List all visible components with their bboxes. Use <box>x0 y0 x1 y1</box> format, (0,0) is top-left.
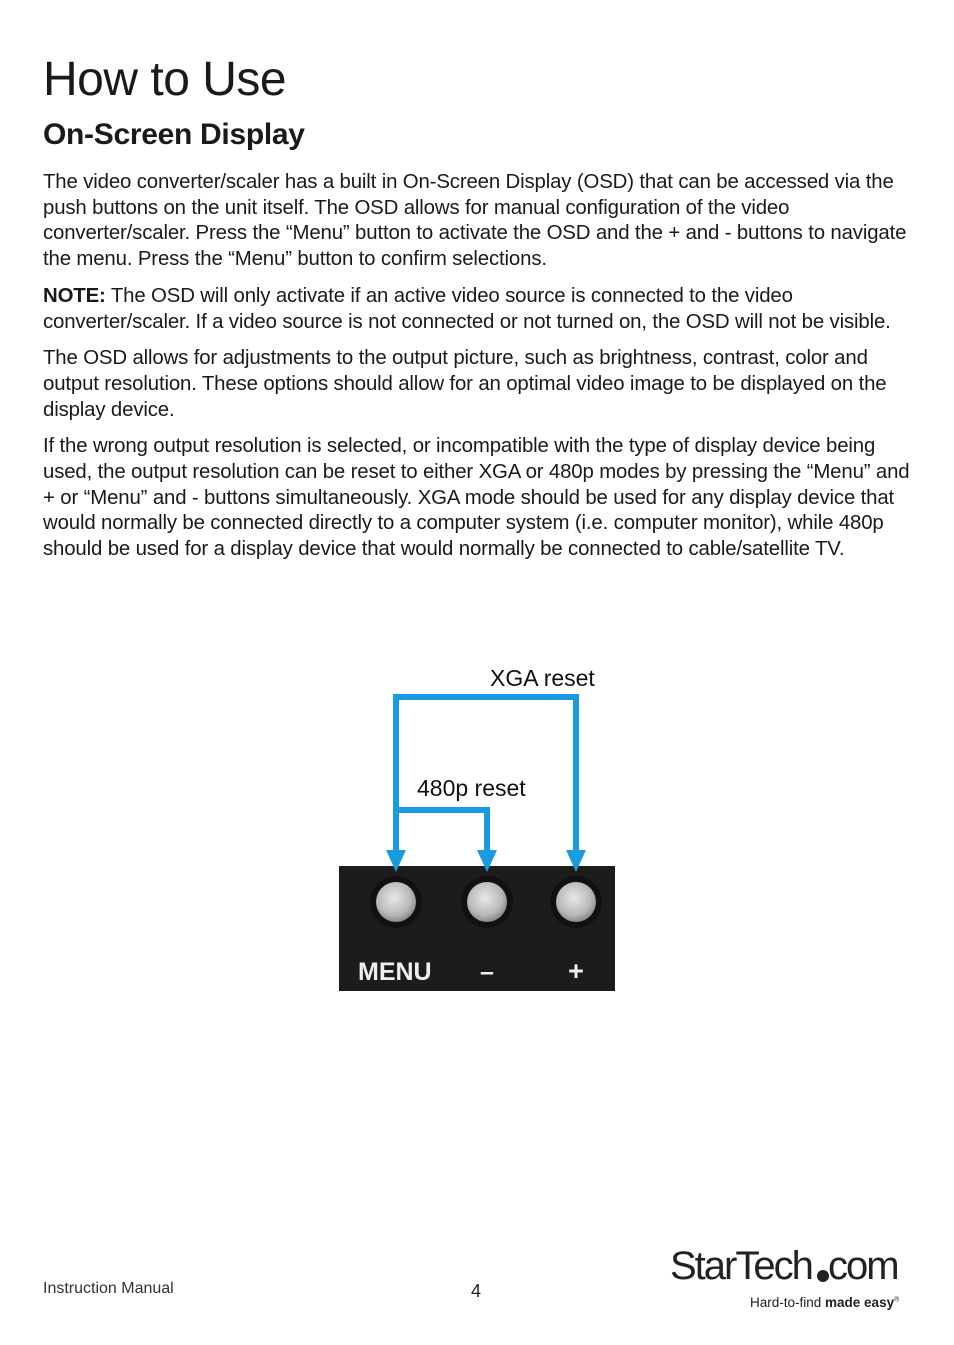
tagline-registered: ® <box>894 1296 900 1304</box>
startech-logo <box>668 1242 914 1318</box>
logo-tagline <box>750 1295 899 1310</box>
logo-com: com <box>828 1244 898 1288</box>
plus-button-label: + <box>568 956 584 986</box>
logo-wordmark: StarTech <box>670 1244 812 1288</box>
menu-button[interactable] <box>370 876 422 928</box>
minus-button-label: – <box>480 958 494 986</box>
minus-button[interactable] <box>461 876 513 928</box>
p480-reset-arrow <box>396 810 487 853</box>
button-diagram <box>330 650 630 1000</box>
paragraph-adjustments: The OSD allows for adjustments to the output picture, such as brightness, contrast, color and output resolution. These options should allow for an optimal video image to be displayed on the display device. <box>43 347 887 421</box>
paragraph-note <box>43 284 913 335</box>
plus-button[interactable] <box>550 876 602 928</box>
menu-button-label: MENU <box>358 958 432 986</box>
note-text: The OSD will only activate if an active video source is connected to the video converter/scaler. If a video source is not connected or not turned on, the OSD will not be visible. <box>43 284 891 333</box>
body-text <box>43 170 913 574</box>
footer-manual-label: Instruction Manual <box>43 1280 174 1297</box>
tagline-light: Hard-to-find <box>750 1295 826 1310</box>
xga-reset-label: XGA reset <box>490 665 595 691</box>
paragraph-reset: If the wrong output resolution is selected, or incompatible with the type of display device being used, the output resolution can be reset to either XGA or 480p modes by pressing the “Menu” and + or “Menu” and - buttons simultaneously. XGA mode should be used for any display device that would normally be connected directly to a computer system (i.e. computer monitor), while 480p should be used for a display device that would normally be connected to cable/satellite TV. <box>43 435 910 561</box>
paragraph-intro: The video converter/scaler has a built in On-Screen Display (OSD) that can be accessed via the push buttons on the unit itself. The OSD allows for manual configuration of the video converter/scaler. Press the “Menu” button to activate the OSD and the + and - buttons to navigate the menu. Press the “Menu” button to confirm selections. <box>43 171 907 271</box>
p480-reset-label: 480p reset <box>417 775 526 801</box>
page-number: 4 <box>471 1281 482 1301</box>
note-label: NOTE: <box>43 284 106 307</box>
tagline-bold: made easy <box>825 1295 895 1310</box>
page-title: How to Use <box>43 53 287 106</box>
section-heading: On-Screen Display <box>43 118 305 151</box>
